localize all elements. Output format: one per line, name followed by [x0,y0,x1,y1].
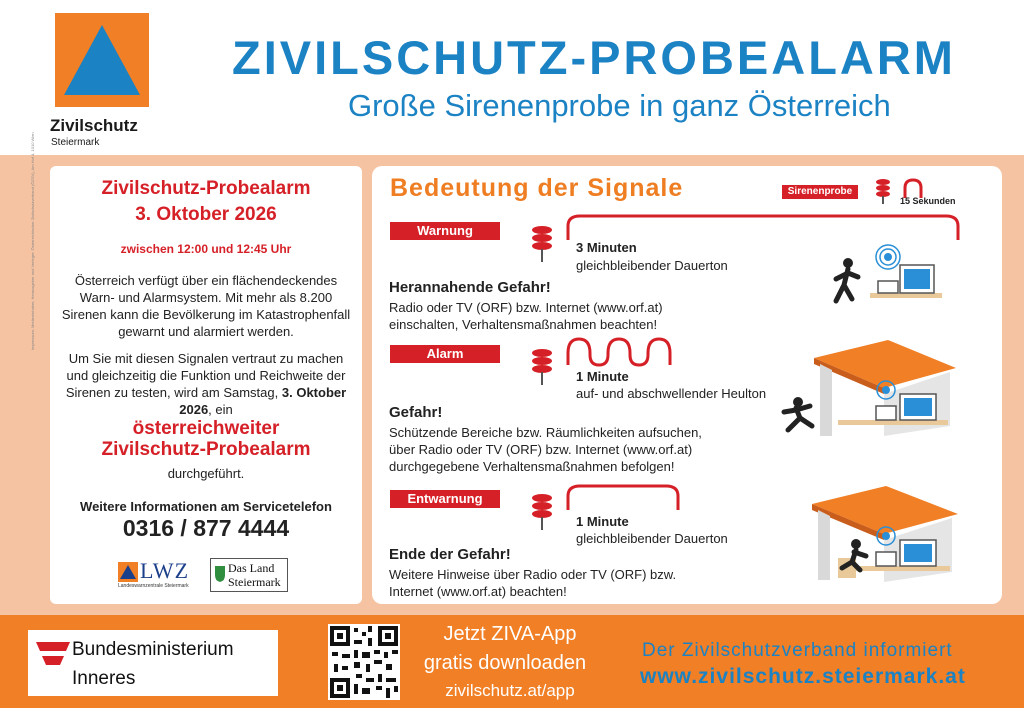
highlight-line-2: Zivilschutz-Probealarm [101,439,311,460]
bm-name-line-2: Inneres [72,668,136,689]
purpose-text: Um Sie mit diesen Signalen vertraut zu machen und gleichzeitig die Funktion und Reichweite der Sirenen zu testen, wird am Samstag, [65,351,346,400]
signals-heading: Bedeutung der Signale [390,174,684,202]
steady-tone-curve [564,212,964,242]
siren-icon [527,490,557,532]
signal-duration-alarm: 1 Minute [576,369,629,384]
bm-name-line-1: Bundesministerium [72,639,234,660]
page-title: ZIVILSCHUTZ-PROBEALARM [232,31,956,84]
signal-label-alarm: Alarm [390,345,500,363]
performed-text: durchgeführt. [167,466,245,481]
siren-icon [527,345,557,387]
signal-duration-warnung: 3 Minuten [576,240,637,255]
event-title: Zivilschutz-Probealarm [101,178,311,199]
land-steiermark-logo [210,558,288,592]
signal-instruction-alarm: Schützende Bereiche bzw. Räumlichkeiten aufsuchen, über Radio oder TV (ORF) bzw. Internet (www.orf.at) durchgegebene Verhaltensmaßnahmen befolgen! [389,425,702,474]
qr-code-icon [328,624,400,700]
event-date: 3. Oktober 2026 [135,204,277,225]
logo-triangle-icon [55,13,149,107]
lwz-logo [118,560,208,590]
probe-duration: 15 Sekunden [900,196,956,206]
lwz-subtitle: Landeswarnzentrale Steiermark [118,583,189,589]
signal-danger-alarm: Gefahr! [389,404,443,421]
app-promo-line-1: Jetzt ZIVA-App [443,623,577,645]
logo-subtitle: Steiermark [51,137,100,148]
signal-tone-entwarnung: gleichbleibender Dauerton [576,531,728,546]
coat-of-arms-icon [214,565,226,583]
purpose-date: 3. Oktober 2026 [179,385,347,417]
person-in-house-icon [812,486,962,586]
signal-instruction-warnung: Radio oder TV (ORF) bzw. Internet (www.orf.at) einschalten, Verhaltensmaßnahmen beachten! [389,300,663,332]
event-time: zwischen 12:00 und 12:45 Uhr [120,242,292,256]
signal-tone-alarm: auf- und abschwellender Heulton [576,386,767,401]
app-link[interactable]: zivilschutz.at/app [445,681,575,700]
purpose-text-end: , ein [208,402,233,417]
austrian-flag-icon [36,642,70,672]
signal-danger-entwarnung: Ende der Gefahr! [389,546,511,563]
intro-paragraph: Österreich verfügt über ein flächendeckendes Warn- und Alarmsystem. Mit mehr als 8.200 Sirenen kann die Bevölkerung im Katastrophenfall gewarnt und alarmiert werden. [61,273,351,339]
highlight-line-1: österreichweiter [132,418,280,439]
land-line-2: Steiermark [228,575,281,589]
logo-name: Zivilschutz [50,116,138,135]
zivilschutz-logo [50,8,154,148]
siren-icon [527,222,557,264]
signal-instruction-entwarnung: Weitere Hinweise über Radio oder TV (ORF) bzw. Internet (www.orf.at) beachten! [389,567,677,599]
zivilschutzverband-link[interactable]: www.zivilschutz.steiermark.at [640,665,966,688]
imprint-text: Impressum: Medieninhaber, Herausgeber und Verleger: Österreichischer Zivilschutzverband (ÖZSV), Am Hof 4, 1010 Wien [30,132,35,350]
page-subtitle: Große Sirenenprobe in ganz Österreich [348,88,891,123]
signal-label-warnung: Warnung [390,222,500,240]
lwz-name: LWZ [140,558,190,583]
land-line-1: Das Land [228,561,275,575]
person-entering-house-icon [780,340,960,440]
signal-tone-warnung: gleichbleibender Dauerton [576,258,728,273]
zivilschutzverband-info: Der Zivilschutzverband informiert [642,640,953,661]
person-running-to-radio-icon [830,243,945,308]
signal-danger-warnung: Herannahende Gefahr! [389,279,551,296]
lwz-triangle-icon [118,562,138,582]
probe-label: Sirenenprobe [782,185,858,199]
signal-duration-entwarnung: 1 Minute [576,514,629,529]
service-label: Weitere Informationen am Servicetelefon [80,499,332,514]
qr-code[interactable] [328,624,400,700]
signal-label-entwarnung: Entwarnung [390,490,500,508]
service-phone[interactable]: 0316 / 877 4444 [122,515,290,541]
app-promo-line-2: gratis downloaden [423,652,587,674]
wailing-tone-curve [564,335,674,369]
info-card [50,166,362,604]
steady-tone-curve [564,482,684,512]
purpose-paragraph [60,350,352,418]
